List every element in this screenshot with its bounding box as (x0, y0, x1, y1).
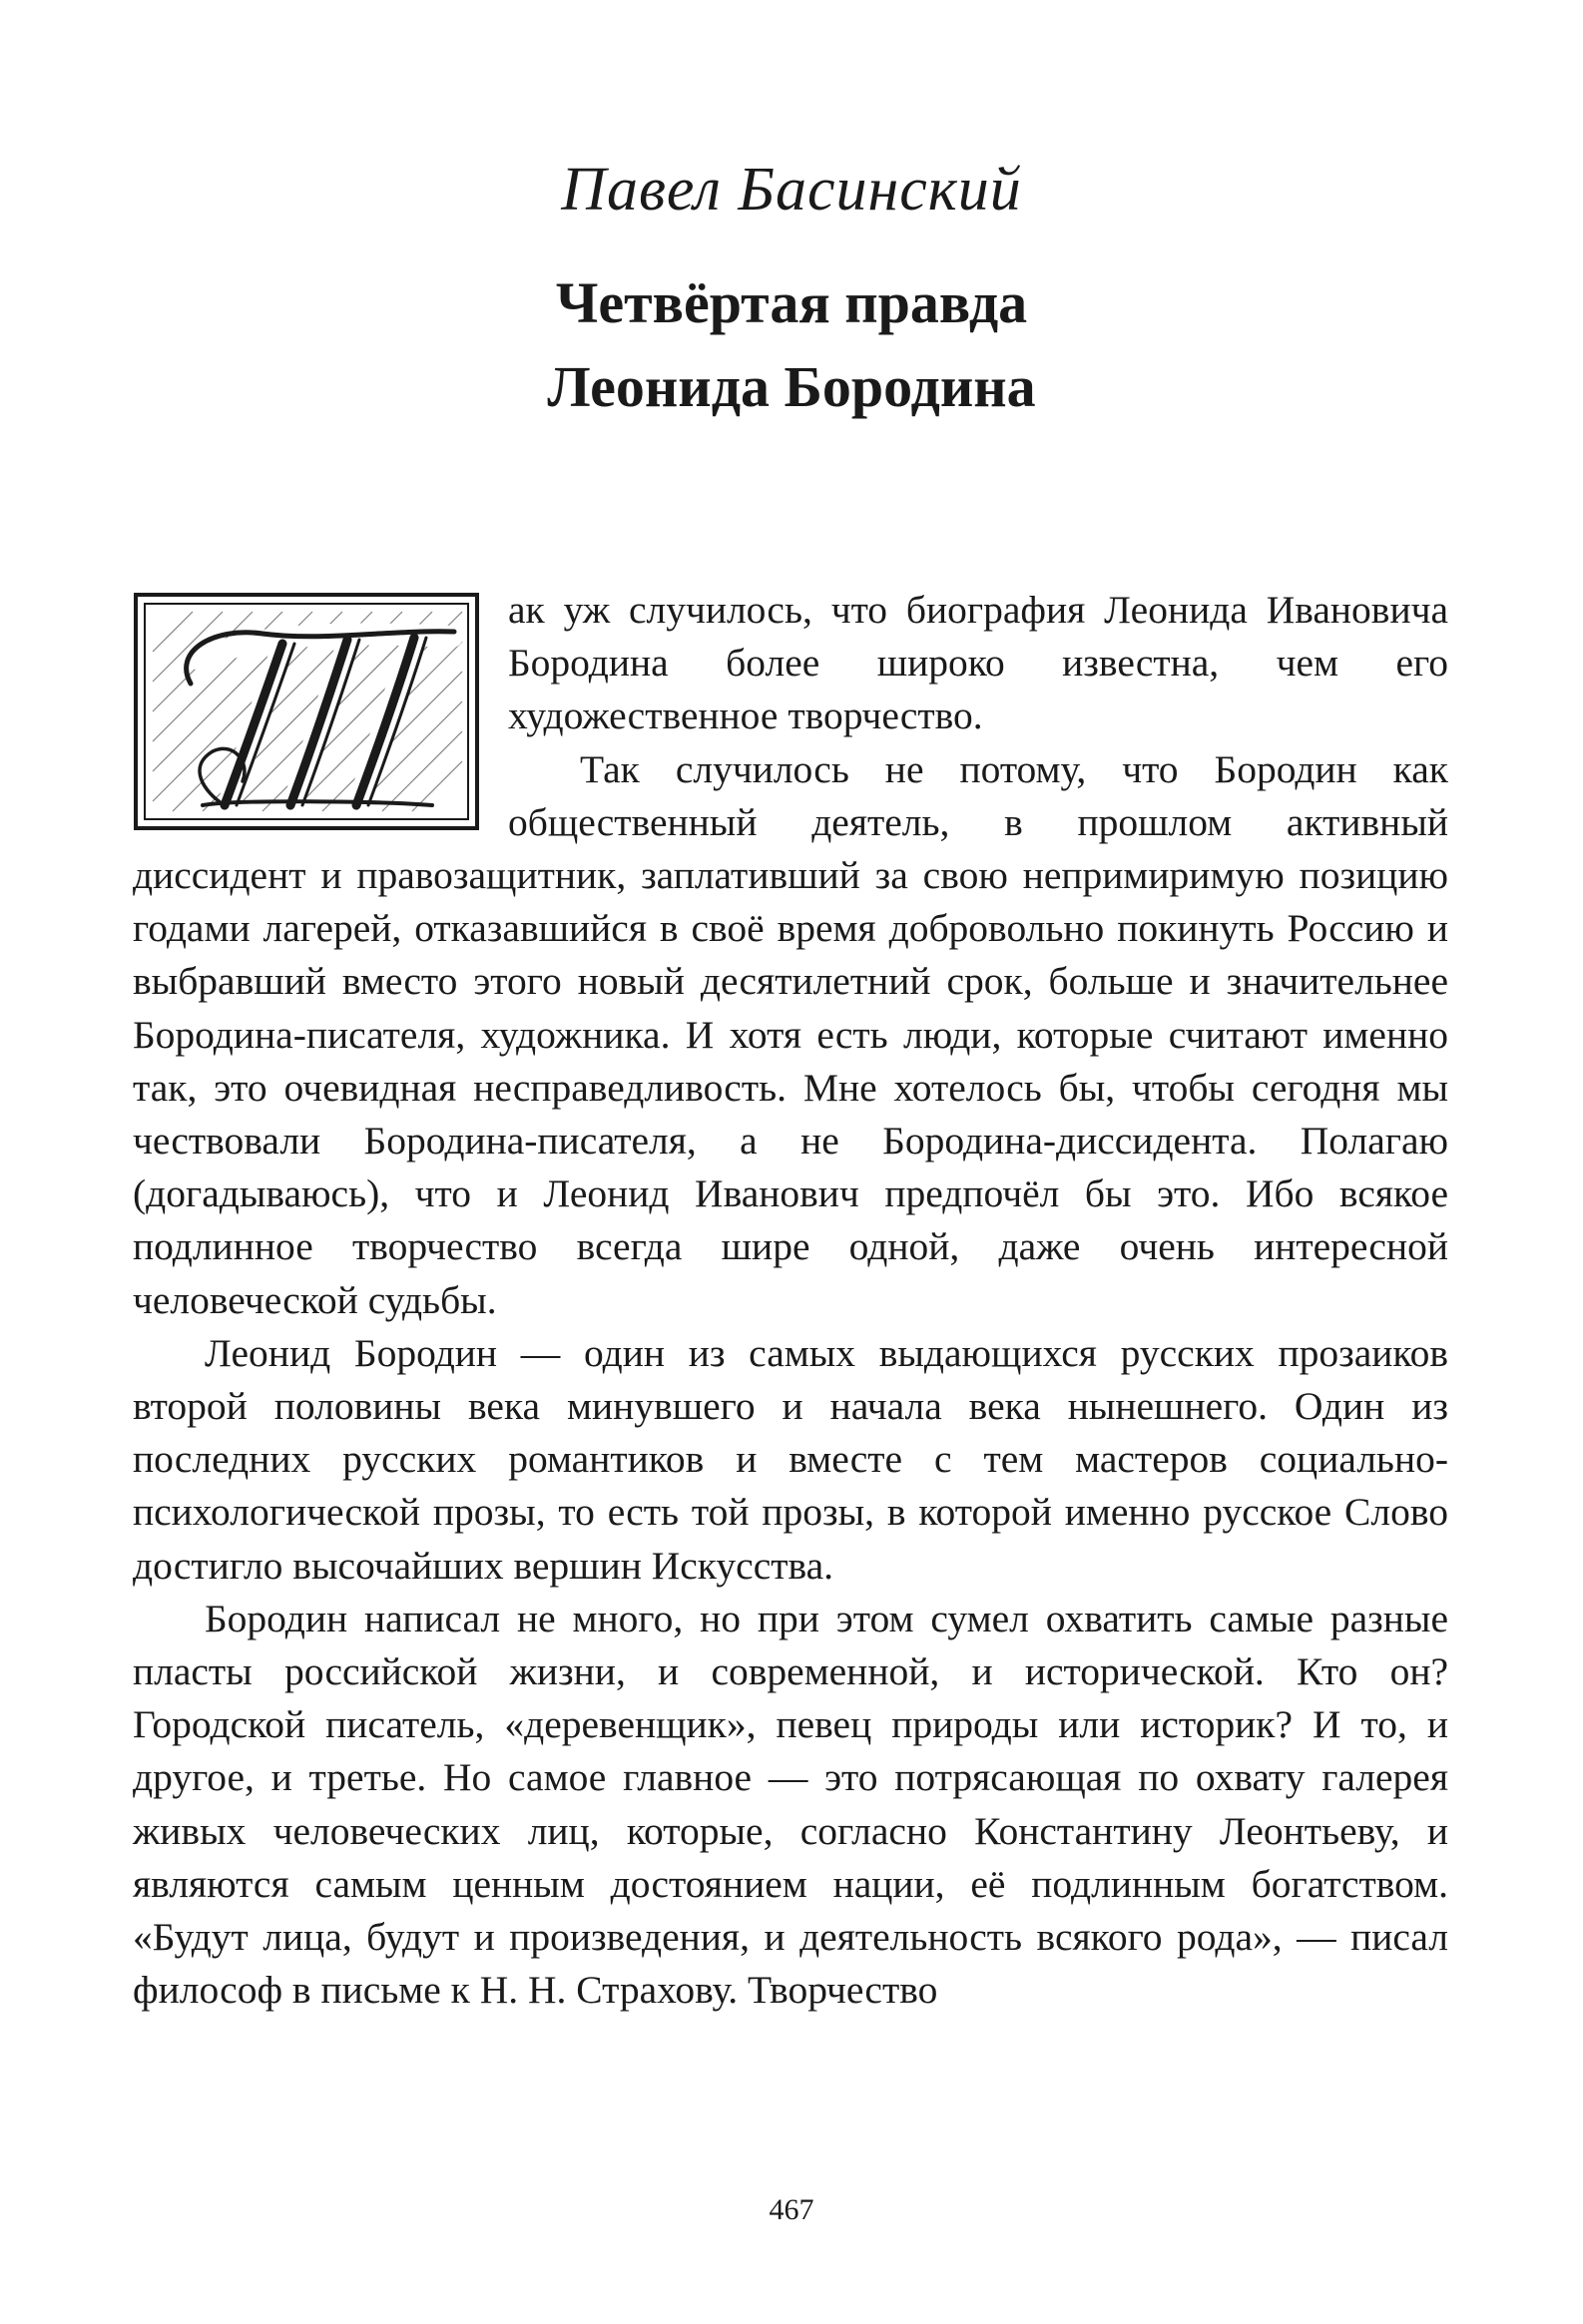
paragraph-3: Леонид Бородин — один из самых выдающихся русских прозаиков второй половины века минувшего и начала века нынешнего. Один из последних русских романтиков и вместе с тем мастеров социально-психологической прозы, то есть той прозы, в которой именно русское Слово достигло высочайших вершин Искусства. (133, 1330, 1448, 1588)
article-body (133, 584, 1448, 2017)
paragraph-1: ак уж случилось, что биография Леонида Ивановича Бородина более широко известна, чем его художественное творчество. (508, 588, 1448, 738)
article-title (0, 261, 1583, 429)
title-line-1: Четвёртая правда (555, 270, 1028, 335)
title-line-2: Леонида Бородина (547, 354, 1036, 419)
page-number: 467 (769, 2193, 814, 2226)
paragraph-4: Бородин написал не много, но при этом сумел охватить самые разные пласты российской жизни, и современной, и исторической. Кто он? Городской писатель, «деревенщик», певец природы или историк? И то, и другое, и третье. Но самое главное — это потрясающая по охвату галерея живых человеческих лиц, которые, согласно Константину Леонтьеву, и являются самым ценным достоянием нации, её подлинным богатством. «Будут лица, будут и произведения, и деятельность всякого рода», — писал философ в письме к Н. Н. Страхову. Творчество (133, 1596, 1448, 2013)
ornamental-letter-t-icon (133, 592, 480, 831)
author-name: Павел Басинский (561, 156, 1022, 224)
paragraph-2: Так случилось не потому, что Бородин как общественный деятель, в прошлом активный диссидент и правозащитник, заплативший за свою непримиримую позицию годами лагерей, отказавшийся в своё время добровольно покинуть Россию и выбравший вместо этого новый десятилетний срок, больше и значительнее Бородина-писателя, художника. И хотя есть люди, которые считают именно так, это очевидная несправедливость. Мне хотелось бы, чтобы сегодня мы чествовали Бородина-писателя, а не Бородина-диссидента. Полагаю (догадываюсь), что и Леонид Иванович предпочёл бы это. Ибо всякое подлинное творчество всегда шире одной, даже очень интересной человеческой судьбы. (133, 746, 1448, 1322)
